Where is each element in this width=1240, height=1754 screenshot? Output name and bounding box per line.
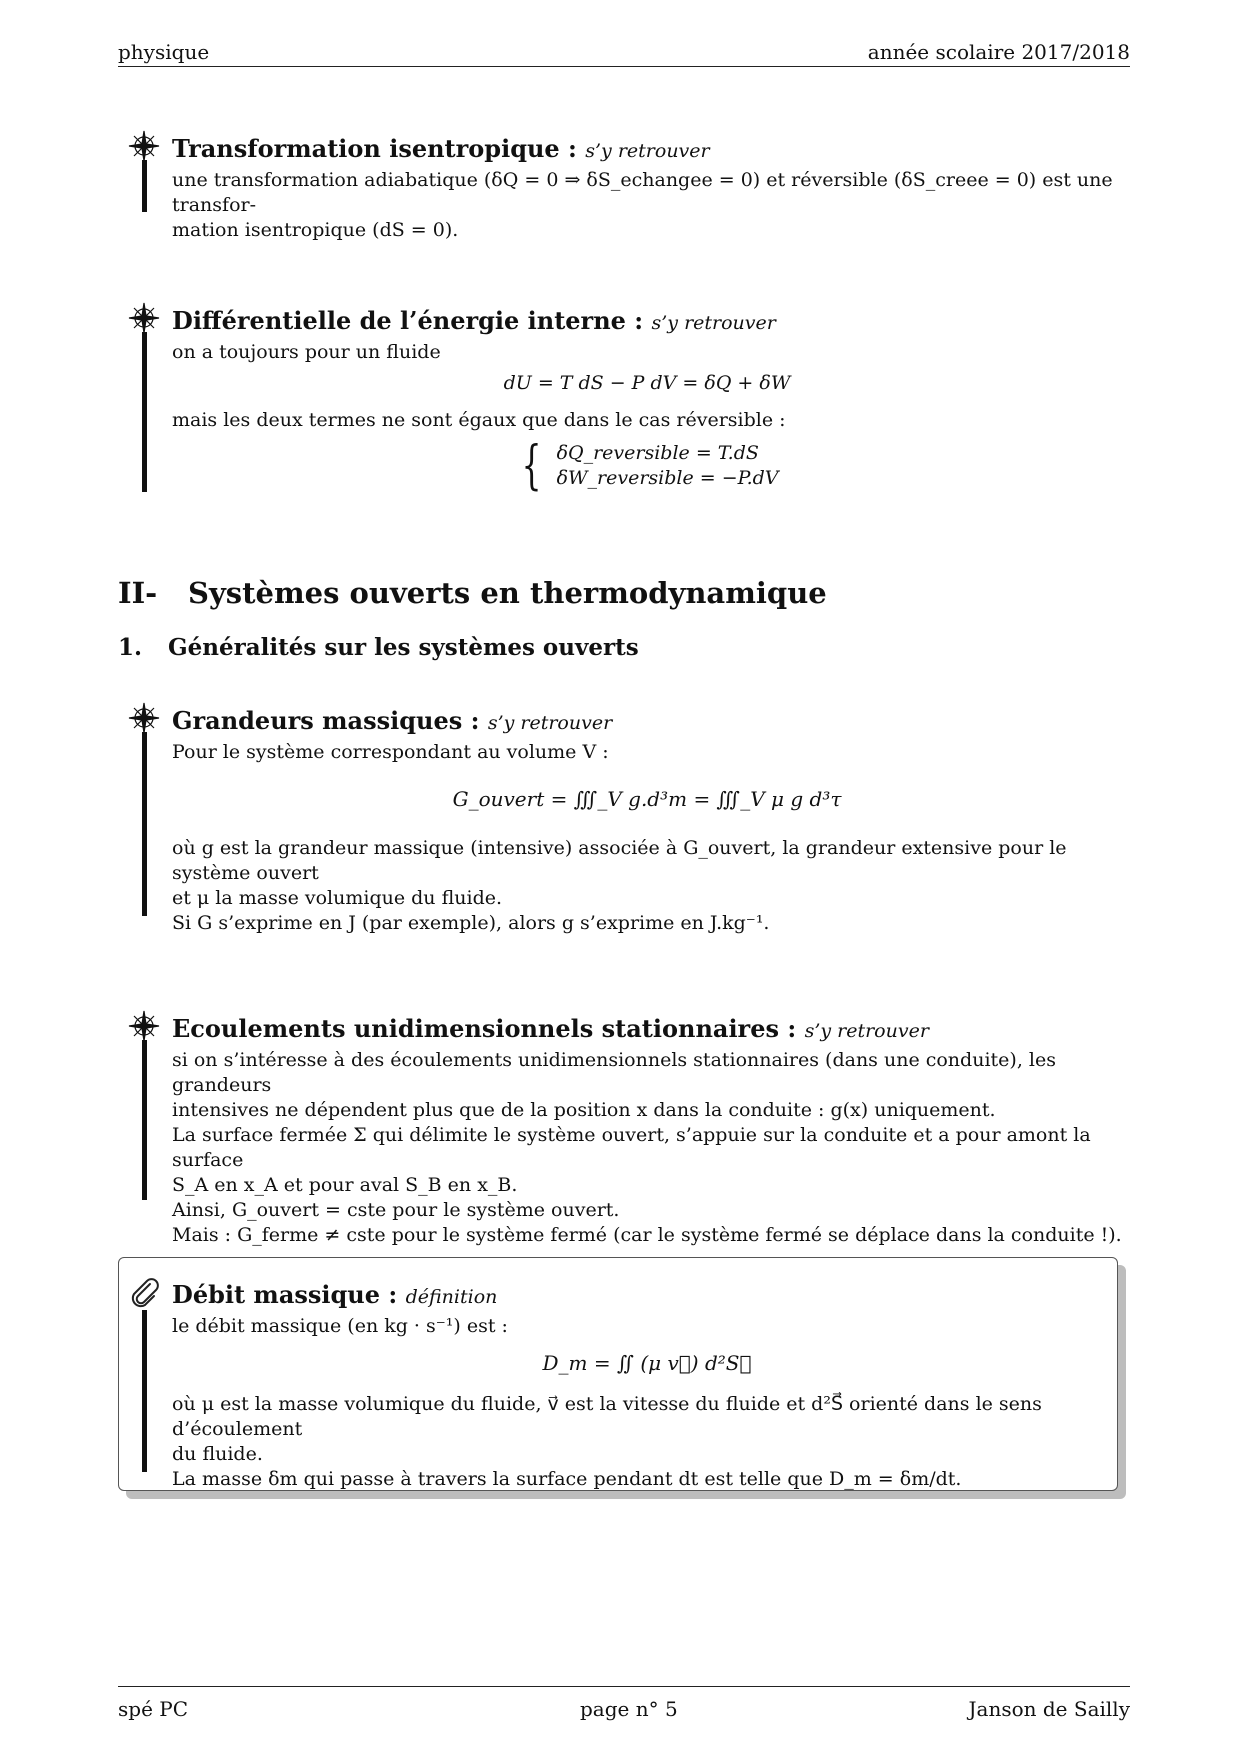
text-line: le débit massique (en kg · s⁻¹) est : (172, 1315, 508, 1337)
text-line: mation isentropique (dS = 0). (172, 219, 459, 241)
page-header (118, 40, 1130, 67)
block-title: Débit massique : définition (172, 1280, 498, 1309)
block-bar (142, 1040, 147, 1200)
block-bar (142, 160, 147, 212)
compass-rose-icon (128, 130, 160, 162)
header-subject: physique (118, 40, 210, 64)
equation: G_ouvert = ∭_V g.d³m = ∭_V μ g d³τ (452, 787, 842, 811)
equation-system (172, 435, 1122, 496)
block-internal-energy (128, 302, 1118, 502)
text-line: une transformation adiabatique (δQ = 0 ⇒ δS_echangee = 0) et réversible (δS_creee = 0) est une transfor- (172, 169, 1113, 216)
block-body (172, 340, 1122, 496)
block-bar (142, 332, 147, 492)
brace-symbol: { (522, 435, 542, 496)
block-title: Grandeurs massiques : s’y retrouver (172, 706, 613, 735)
block-title: Ecoulements unidimensionnels stationnaires : s’y retrouver (172, 1014, 929, 1043)
block-body (172, 168, 1122, 243)
text-line: mais les deux termes ne sont égaux que dans le cas réversible : (172, 409, 786, 431)
paperclip-icon (128, 1276, 160, 1308)
equation: δW_reversible = −P.dV (556, 467, 779, 489)
equation: δQ_reversible = T.dS (556, 442, 759, 464)
footer-page-number: page n° 5 (580, 1697, 678, 1721)
header-school-year: année scolaire 2017/2018 (867, 40, 1130, 64)
compass-rose-icon (128, 702, 160, 734)
equation: D_m = ∬ (μ v⃗) d²S⃗ (542, 1351, 752, 1375)
compass-rose-icon (128, 302, 160, 334)
text-line: Pour le système correspondant au volume V : (172, 741, 609, 763)
block-body (172, 740, 1122, 936)
text-line: où μ est la masse volumique du fluide, v⃗ est la vitesse du fluide et d²S⃗ orienté dans le sens d’écoulement (172, 1393, 1042, 1440)
footer-school: Janson de Sailly (968, 1697, 1130, 1721)
text-line: La surface fermée Σ qui délimite le système ouvert, s’appuie sur la conduite et a pour amont la surface (172, 1124, 1091, 1171)
text-line: on a toujours pour un fluide (172, 341, 441, 363)
section-heading: II- Systèmes ouverts en thermodynamique (118, 576, 827, 610)
footer-class: spé PC (118, 1697, 189, 1721)
page-footer (118, 1686, 1130, 1725)
block-bar (142, 732, 147, 916)
text-line: S_A en x_A et pour aval S_B en x_B. (172, 1174, 518, 1196)
block-stationary-flows (128, 1010, 1122, 1246)
subsection-heading: 1. Généralités sur les systèmes ouverts (118, 634, 639, 661)
text-line: si on s’intéresse à des écoulements unidimensionnels stationnaires (dans une conduite), les grandeurs (172, 1049, 1056, 1096)
block-title: Transformation isentropique : s’y retrouver (172, 134, 710, 163)
text-line: Mais : G_ferme ≠ cste pour le système fermé (car le système fermé se déplace dans la conduite !). (172, 1224, 1122, 1246)
text-line: intensives ne dépendent plus que de la position x dans la conduite : g(x) uniquement. (172, 1099, 996, 1121)
equation: dU = T dS − P dV = δQ + δW (503, 372, 791, 394)
text-line: et μ la masse volumique du fluide. (172, 887, 503, 909)
block-mass-quantities (128, 702, 1118, 934)
text-line: où g est la grandeur massique (intensive) associée à G_ouvert, la grandeur extensive pour le système ouvert (172, 837, 1067, 884)
text-line: Si G s’exprime en J (par exemple), alors g s’exprime en J.kg⁻¹. (172, 912, 770, 934)
text-line: du fluide. (172, 1443, 263, 1465)
text-line: Ainsi, G_ouvert = cste pour le système ouvert. (172, 1199, 620, 1221)
block-mass-flow-rate (128, 1276, 1118, 1490)
compass-rose-icon (128, 1010, 160, 1042)
block-body (172, 1048, 1122, 1248)
block-isentropic (128, 130, 1118, 241)
text-line: La masse δm qui passe à travers la surface pendant dt est telle que D_m = δm/dt. (172, 1468, 962, 1490)
block-body (172, 1314, 1122, 1492)
block-bar (142, 1310, 147, 1472)
block-title: Différentielle de l’énergie interne : s’y retrouver (172, 306, 776, 335)
